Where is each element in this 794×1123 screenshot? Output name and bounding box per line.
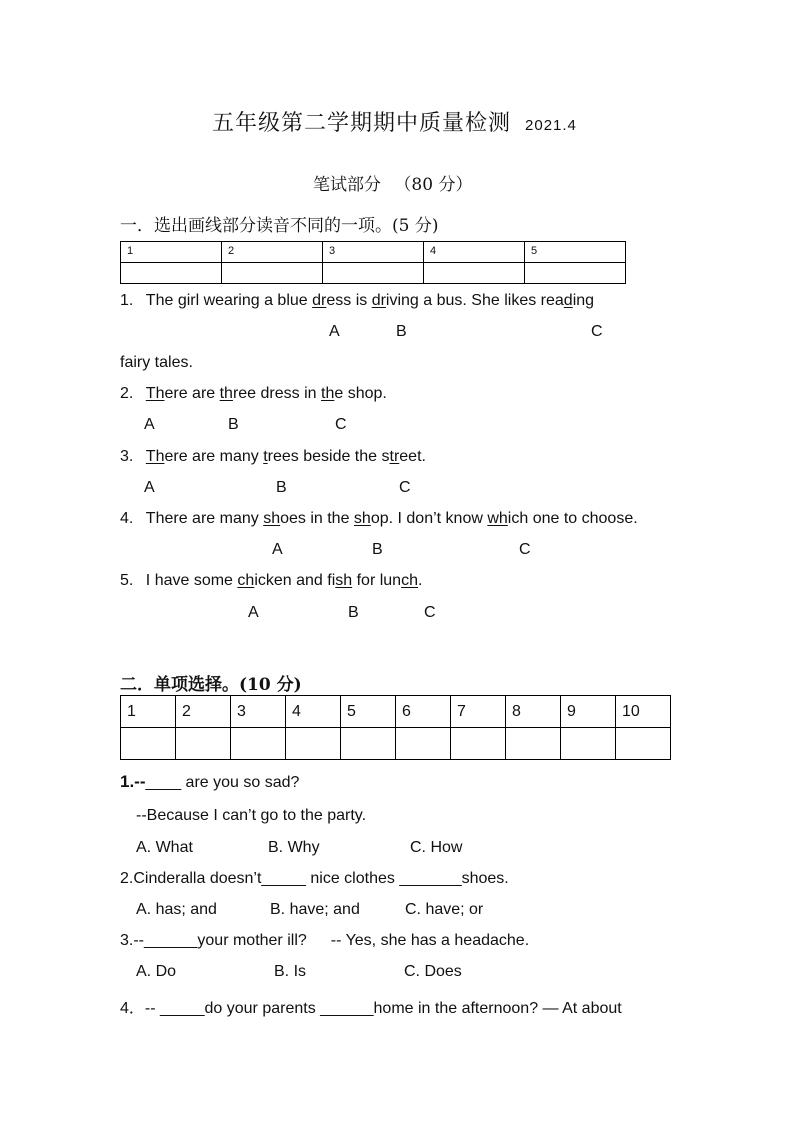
- option-b: B: [396, 323, 407, 340]
- answer-cell-label: 1: [121, 696, 176, 728]
- answer-cell-label: 3: [231, 696, 286, 728]
- answer-cell-blank[interactable]: [616, 728, 671, 760]
- option-b: B. Is: [274, 963, 307, 980]
- question-text: nice clothes: [305, 870, 400, 887]
- question-text: your mother ill?: [197, 932, 307, 949]
- part2-question-2: [120, 870, 509, 888]
- question-number: 4.: [120, 510, 134, 527]
- question-number: 1.: [120, 292, 134, 309]
- text-segment: ere are: [164, 385, 220, 402]
- text-segment: ess is: [326, 292, 372, 309]
- answer-cell-blank[interactable]: [525, 263, 626, 284]
- part1-heading: 一．选出画线部分读音不同的一项。(5 分): [120, 216, 439, 236]
- section-score: （80 分）: [394, 175, 473, 195]
- question-text: [146, 572, 423, 589]
- answer-cell-label: 5: [525, 242, 626, 263]
- option-b: B: [348, 604, 359, 621]
- option-a: A: [248, 604, 259, 621]
- answer-cell-label: 9: [561, 696, 616, 728]
- part2-heading: 二．单项选择。(10 分): [120, 675, 302, 695]
- option-a: A: [144, 416, 155, 433]
- answer-cell-label: 2: [176, 696, 231, 728]
- text-segment: ing: [572, 292, 595, 309]
- question-continuation: fairy tales.: [120, 354, 193, 371]
- answer-cell-label: 5: [341, 696, 396, 728]
- underlined-segment: th: [321, 385, 335, 402]
- underlined-segment: dr: [371, 292, 386, 309]
- option-a: A. Do: [136, 963, 177, 980]
- option-c: C. How: [410, 839, 463, 856]
- underlined-segment: sh: [263, 510, 281, 527]
- answer-cell-blank[interactable]: [396, 728, 451, 760]
- part1-question-1: [120, 292, 594, 310]
- question-text: 2.Cinderalla doesn’t: [120, 870, 262, 887]
- option-c: C: [519, 541, 531, 558]
- underlined-segment: dr: [312, 292, 327, 309]
- answer-cell-label: 3: [323, 242, 424, 263]
- answer-blank[interactable]: ______: [320, 1000, 374, 1017]
- text-segment: I have some: [145, 572, 238, 589]
- text-segment: e shop.: [334, 385, 387, 402]
- answer-cell-label: 10: [616, 696, 671, 728]
- underlined-segment: wh: [487, 510, 508, 527]
- section-heading: [313, 170, 472, 195]
- answer-line: --Because I can’t go to the party.: [136, 807, 367, 824]
- answer-cell-blank[interactable]: [121, 728, 176, 760]
- text-segment: iving a bus. She likes rea: [385, 292, 564, 309]
- part1-answer-table: [120, 241, 626, 284]
- answer-cell-blank[interactable]: [561, 728, 616, 760]
- text-segment: ich one to choose.: [507, 510, 638, 527]
- part1-question-4: [120, 510, 638, 528]
- answer-cell-label: 4: [286, 696, 341, 728]
- answer-cell-label: 7: [451, 696, 506, 728]
- part1-question-2: [120, 385, 387, 403]
- question-text: are you so sad?: [181, 774, 300, 791]
- answer-cell-label: 2: [222, 242, 323, 263]
- underlined-segment: tr: [389, 448, 400, 465]
- text-segment: The girl wearing a blue: [145, 292, 313, 309]
- question-text: [146, 385, 387, 402]
- option-c: C. Does: [404, 963, 462, 980]
- option-b: B. Why: [268, 839, 320, 856]
- answer-cell-blank[interactable]: [176, 728, 231, 760]
- question-text: 3.--: [120, 932, 144, 949]
- option-c: C. have; or: [405, 901, 484, 918]
- answer-cell-blank[interactable]: [506, 728, 561, 760]
- answer-blank[interactable]: _____: [261, 870, 306, 887]
- text-segment: .: [417, 572, 423, 589]
- answer-cell-blank[interactable]: [286, 728, 341, 760]
- option-c: C: [399, 479, 411, 496]
- text-segment: There are many: [145, 510, 264, 527]
- underlined-segment: Th: [145, 448, 165, 465]
- part1-question-5: [120, 572, 422, 590]
- option-b: B: [372, 541, 383, 558]
- option-c: C: [424, 604, 436, 621]
- part2-question-3: [120, 932, 529, 950]
- option-a: A: [144, 479, 155, 496]
- text-segment: oes in the: [280, 510, 354, 527]
- text-segment: rees beside the s: [267, 448, 390, 465]
- answer-cell-blank[interactable]: [323, 263, 424, 284]
- question-number: 2.: [120, 385, 134, 402]
- answer-cell-label: 6: [396, 696, 451, 728]
- title-text: 五年级第二学期期中质量检测: [212, 111, 512, 136]
- question-text: [146, 448, 426, 465]
- answer-cell-label: 8: [506, 696, 561, 728]
- question-number: 5.: [120, 572, 134, 589]
- answer-blank[interactable]: ____: [145, 774, 182, 791]
- option-b: B. have; and: [270, 901, 360, 918]
- answer-cell-blank[interactable]: [222, 263, 323, 284]
- underlined-segment: t: [263, 448, 268, 465]
- question-text: [146, 510, 638, 527]
- text-segment: ree dress in: [232, 385, 321, 402]
- option-b: B: [228, 416, 239, 433]
- option-a: A: [329, 323, 340, 340]
- answer-cell-blank[interactable]: [231, 728, 286, 760]
- answer-cell-blank[interactable]: [424, 263, 525, 284]
- part1-question-3: [120, 448, 426, 466]
- underlined-segment: Th: [145, 385, 165, 402]
- question-number: 3.: [120, 448, 134, 465]
- answer-cell-label: 1: [121, 242, 222, 263]
- answer-text: -- Yes, she has a headache.: [330, 932, 530, 949]
- underlined-segment: th: [219, 385, 233, 402]
- option-a: A. has; and: [136, 901, 217, 918]
- option-a: A. What: [136, 839, 193, 856]
- question-text: shoes.: [461, 870, 509, 887]
- text-segment: eet.: [399, 448, 426, 465]
- part2-question-4: [120, 995, 622, 1018]
- question-text: do your parents: [204, 1000, 321, 1017]
- answer-blank[interactable]: _______: [399, 870, 462, 887]
- option-b: B: [276, 479, 287, 496]
- part2-answer-table: [120, 695, 671, 760]
- answer-blank[interactable]: ______: [144, 932, 198, 949]
- part2-question-1: [120, 772, 299, 792]
- exam-title: [212, 106, 577, 137]
- text-segment: op. I don’t know: [370, 510, 488, 527]
- answer-cell-blank[interactable]: [341, 728, 396, 760]
- text-segment: icken and fi: [254, 572, 336, 589]
- underlined-segment: ch: [401, 572, 418, 589]
- option-c: C: [591, 323, 603, 340]
- underlined-segment: ch: [237, 572, 255, 589]
- text-segment: ere are many: [164, 448, 264, 465]
- exam-date: 2021.4: [525, 117, 577, 134]
- answer-cell-blank[interactable]: [451, 728, 506, 760]
- underlined-segment: sh: [353, 510, 371, 527]
- answer-cell-blank[interactable]: [121, 263, 222, 284]
- option-a: A: [272, 541, 283, 558]
- question-text: home in the afternoon? — At about: [373, 1000, 622, 1017]
- answer-cell-label: 4: [424, 242, 525, 263]
- section-label: 笔试部分: [313, 175, 381, 195]
- underlined-segment: d: [563, 292, 573, 309]
- question-text: [146, 292, 594, 309]
- question-text: 4．--: [120, 1000, 161, 1017]
- option-c: C: [335, 416, 347, 433]
- text-segment: for lun: [352, 572, 402, 589]
- question-number: 1.--: [120, 772, 146, 791]
- answer-blank[interactable]: _____: [160, 1000, 205, 1017]
- underlined-segment: sh: [335, 572, 353, 589]
